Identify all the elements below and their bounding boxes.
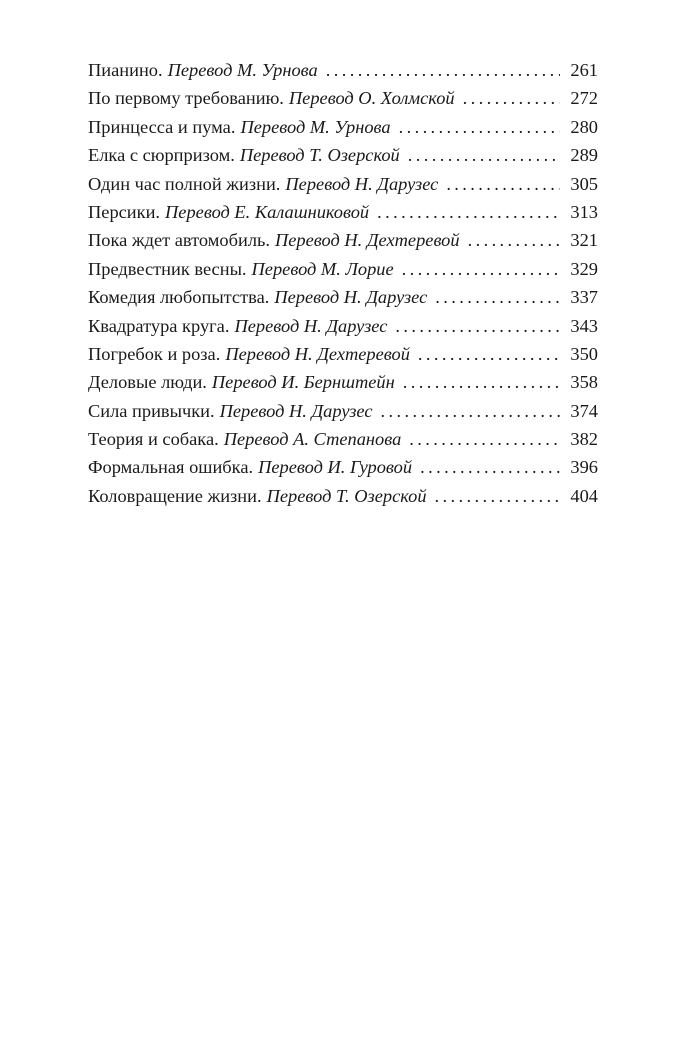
dot-leader xyxy=(402,255,560,283)
entry-translator: Перевод Т. Озерской xyxy=(239,145,400,166)
toc-entry xyxy=(88,170,598,198)
toc-entry xyxy=(88,141,598,169)
entry-page-number: 337 xyxy=(570,287,598,308)
entry-page-number: 280 xyxy=(570,116,598,137)
entry-translator: Перевод Т. Озерской xyxy=(266,485,427,506)
entry-page-number: 289 xyxy=(570,145,598,166)
toc-entry xyxy=(88,482,598,510)
entry-translator: Перевод И. Гуровой xyxy=(258,457,413,478)
entry-page-number: 404 xyxy=(570,485,598,506)
dot-leader xyxy=(408,141,560,169)
entry-page-number: 305 xyxy=(570,173,598,194)
toc-entry xyxy=(88,84,598,112)
dot-leader xyxy=(326,56,560,84)
dot-leader xyxy=(435,283,560,311)
entry-title: Пока ждет автомобиль. xyxy=(88,230,270,251)
toc-entry xyxy=(88,425,598,453)
entry-page-number: 321 xyxy=(570,230,598,251)
entry-title: Один час полной жизни. xyxy=(88,173,281,194)
entry-translator: Перевод М. Урнова xyxy=(240,116,391,137)
entry-page-number: 358 xyxy=(570,372,598,393)
entry-title: Пианино. xyxy=(88,60,163,80)
entry-title: Деловые люди. xyxy=(88,372,207,393)
entry-translator: Перевод М. Лорие xyxy=(251,258,394,279)
toc-entry xyxy=(88,453,598,481)
toc-entry xyxy=(88,198,598,226)
entry-translator: Перевод И. Бернштейн xyxy=(211,372,395,393)
dot-leader xyxy=(381,397,561,425)
entry-translator: Перевод М. Урнова xyxy=(167,60,318,80)
dot-leader xyxy=(420,453,560,481)
entry-translator: Перевод Н. Дарузес xyxy=(274,287,428,308)
dot-leader xyxy=(446,170,560,198)
entry-title: Елка с сюрпризом. xyxy=(88,145,235,166)
toc-entry xyxy=(88,283,598,311)
entry-title: Комедия любопытства. xyxy=(88,287,270,308)
entry-title: Погребок и роза. xyxy=(88,343,221,364)
entry-title: По первому требованию. xyxy=(88,88,284,109)
toc-entry xyxy=(88,255,598,283)
entry-translator: Перевод А. Степанова xyxy=(223,429,402,450)
dot-leader xyxy=(399,113,560,141)
toc-entry xyxy=(88,312,598,340)
toc-entry xyxy=(88,226,598,254)
dot-leader xyxy=(435,482,560,510)
toc-entry xyxy=(88,368,598,396)
entry-page-number: 261 xyxy=(570,60,598,80)
entry-translator: Перевод Е. Калашниковой xyxy=(165,201,370,222)
entry-title: Теория и собака. xyxy=(88,429,219,450)
toc-entry xyxy=(88,340,598,368)
toc-entry xyxy=(88,113,598,141)
toc-entry xyxy=(88,397,598,425)
entry-page-number: 382 xyxy=(570,429,598,450)
entry-translator: Перевод Н. Дарузес xyxy=(234,315,388,336)
entry-title: Предвестник весны. xyxy=(88,258,247,279)
entry-page-number: 329 xyxy=(570,258,598,279)
entry-title: Персики. xyxy=(88,201,161,222)
entry-page-number: 343 xyxy=(570,315,598,336)
entry-page-number: 374 xyxy=(570,400,598,421)
dot-leader xyxy=(403,368,560,396)
dot-leader xyxy=(418,340,560,368)
entry-title: Коловращение жизни. xyxy=(88,485,262,506)
dot-leader xyxy=(468,226,560,254)
dot-leader xyxy=(377,198,560,226)
dot-leader xyxy=(395,312,560,340)
entry-title: Квадратура круга. xyxy=(88,315,230,336)
entry-title: Сила привычки. xyxy=(88,400,215,421)
entry-translator: Перевод Н. Дарузес xyxy=(219,400,373,421)
entry-title: Формальная ошибка. xyxy=(88,457,254,478)
entry-title: Принцесса и пума. xyxy=(88,116,236,137)
entry-translator: Перевод Н. Дехтеревой xyxy=(274,230,460,251)
entry-page-number: 350 xyxy=(570,343,598,364)
entry-translator: Перевод О. Холмской xyxy=(288,88,455,109)
entry-translator: Перевод Н. Дарузес xyxy=(285,173,439,194)
dot-leader xyxy=(463,84,560,112)
table-of-contents xyxy=(88,56,598,510)
dot-leader xyxy=(409,425,560,453)
entry-page-number: 313 xyxy=(570,201,598,222)
entry-page-number: 396 xyxy=(570,457,598,478)
entry-page-number: 272 xyxy=(570,88,598,109)
entry-translator: Перевод Н. Дехтеревой xyxy=(225,343,410,364)
toc-entry xyxy=(88,56,598,84)
